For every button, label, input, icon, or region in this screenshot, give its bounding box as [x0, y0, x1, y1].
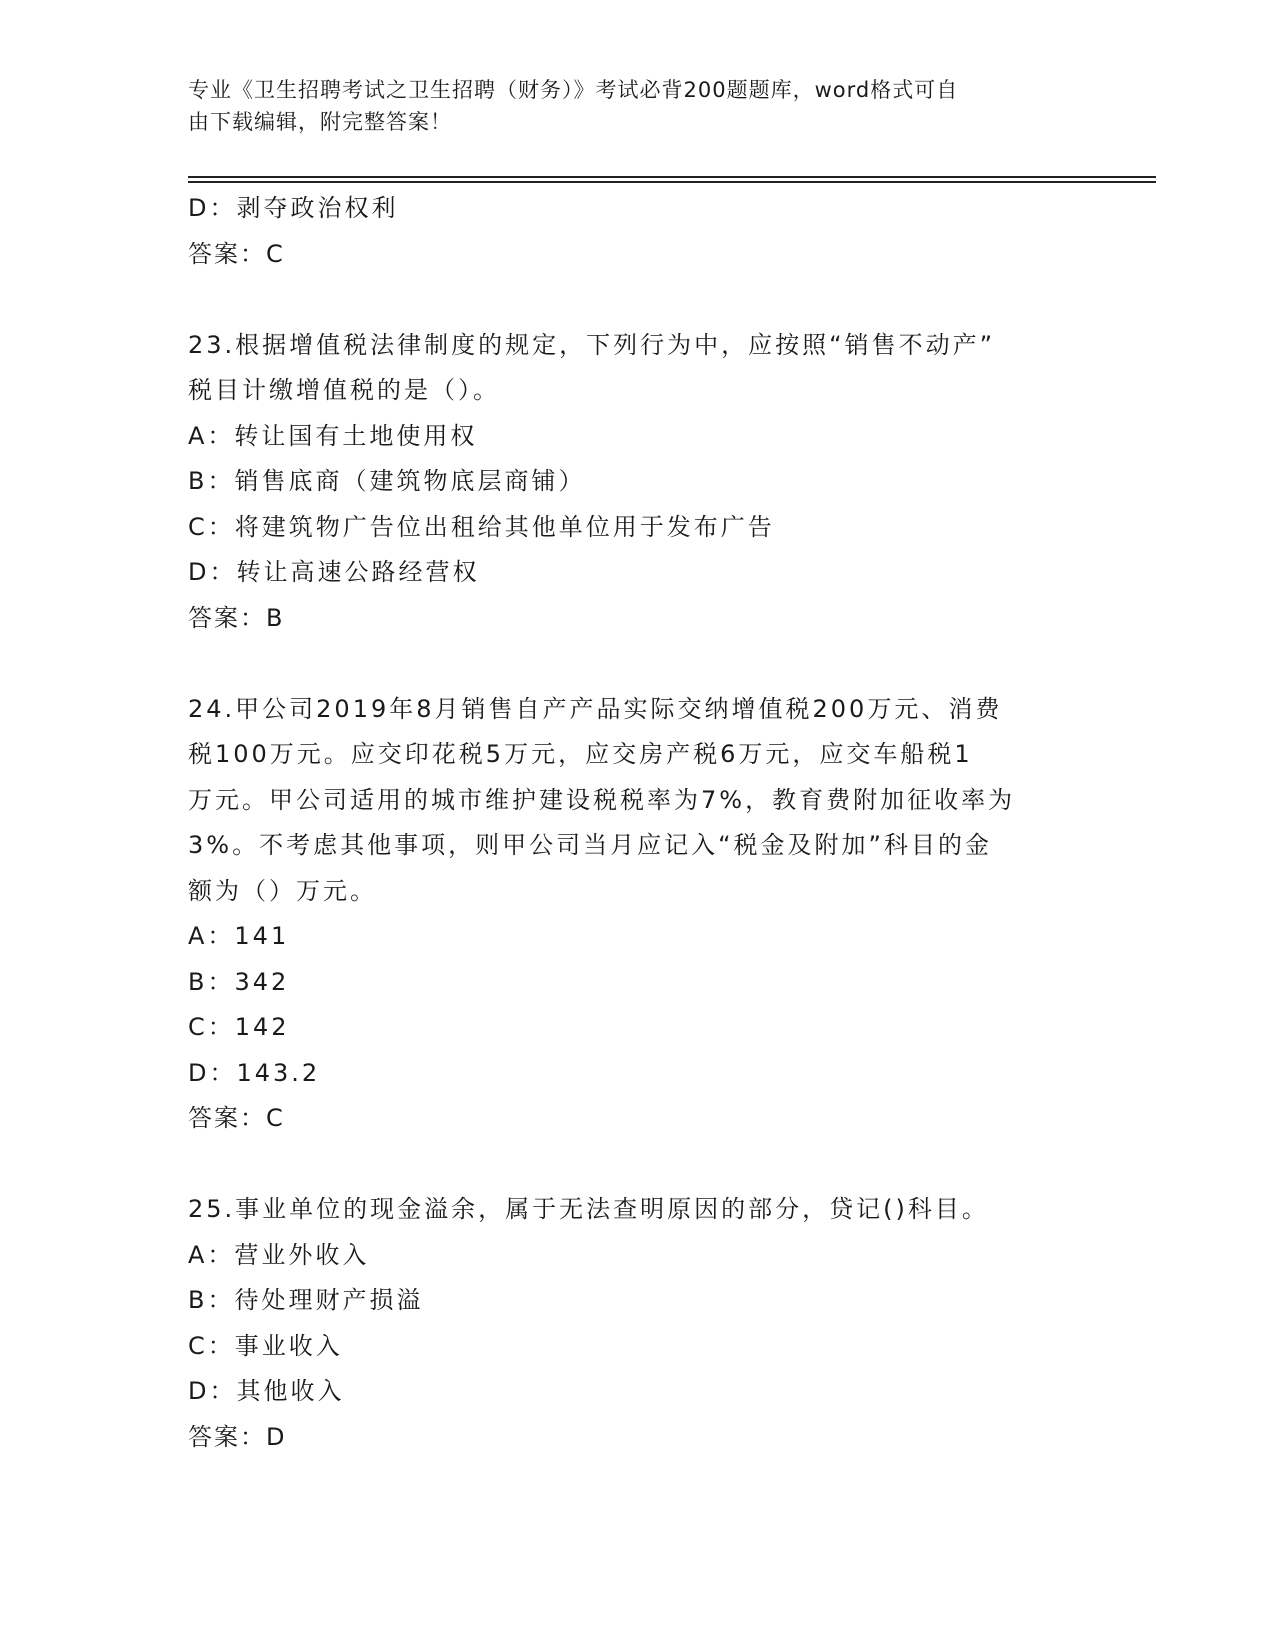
question-23 — [188, 323, 1088, 642]
option-a: A：141 — [188, 922, 290, 950]
header-divider-bottom — [188, 181, 1156, 183]
spacer — [188, 1142, 1088, 1188]
question-stem: 税100万元。应交印花税5万元，应交房产税6万元，应交车船税1 — [188, 740, 973, 768]
option-c: C：142 — [188, 1013, 290, 1041]
answer-line: 答案：B — [188, 603, 285, 632]
question-25 — [188, 1187, 1088, 1460]
question-22-tail — [188, 186, 1088, 277]
question-stem: 24.甲公司2019年8月销售自产产品实际交纳增值税200万元、消费 — [188, 694, 1003, 723]
question-24 — [188, 687, 1088, 1142]
question-stem: 税目计缴增值税的是（）。 — [188, 376, 500, 404]
option-c: C：将建筑物广告位出租给其他单位用于发布广告 — [188, 512, 775, 541]
answer-line: 答案：C — [188, 1104, 285, 1132]
question-stem: 额为（）万元。 — [188, 876, 377, 905]
header-divider-top — [188, 176, 1156, 178]
answer-line: 答案：D — [188, 1422, 287, 1451]
option-b: B：待处理财产损溢 — [188, 1286, 424, 1314]
option-d: D：转让高速公路经营权 — [188, 558, 480, 586]
answer-line: 答案：C — [188, 239, 285, 268]
option-d: D：其他收入 — [188, 1377, 345, 1405]
question-stem: 3%。不考虑其他事项，则甲公司当月应记入“税金及附加”科目的金 — [188, 831, 992, 859]
option-a: A：转让国有土地使用权 — [188, 421, 478, 450]
option-c: C：事业收入 — [188, 1331, 343, 1360]
header-line-1: 专业《卫生招聘考试之卫生招聘（财务）》考试必背200题题库，word格式可自 — [188, 78, 959, 102]
option-b: B：342 — [188, 967, 290, 996]
spacer — [188, 641, 1088, 687]
question-list — [188, 186, 1088, 1460]
document-header — [188, 74, 1078, 138]
spacer — [188, 277, 1088, 323]
question-stem: 万元。甲公司适用的城市维护建设税税率为7%，教育费附加征收率为 — [188, 785, 1016, 814]
header-line-2: 由下载编辑，附完整答案！ — [188, 110, 452, 134]
question-stem: 25.事业单位的现金溢余，属于无法查明原因的部分，贷记()科目。 — [188, 1195, 989, 1223]
option-d: D：剥夺政治权利 — [188, 194, 399, 222]
option-b: B：销售底商（建筑物底层商铺） — [188, 467, 586, 495]
option-d: D：143.2 — [188, 1058, 321, 1087]
option-a: A：营业外收入 — [188, 1240, 370, 1269]
question-stem: 23.根据增值税法律制度的规定，下列行为中，应按照“销售不动产” — [188, 330, 996, 359]
